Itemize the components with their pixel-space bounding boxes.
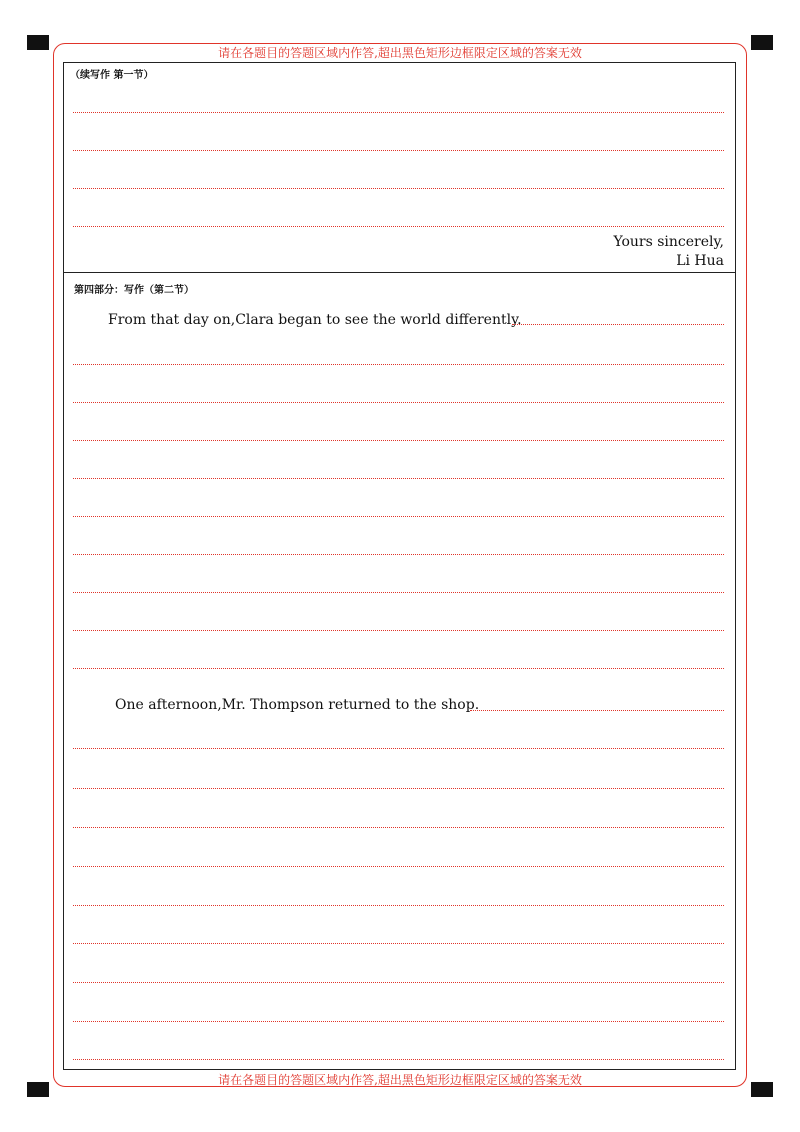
writing-line: [73, 982, 724, 983]
writing-line: [73, 630, 724, 631]
writing-line: [512, 324, 724, 325]
closing-text: Yours sincerely,: [613, 234, 724, 250]
writing-line: [73, 112, 724, 113]
writing-line: [73, 188, 724, 189]
writing-line: [73, 554, 724, 555]
writing-line: [73, 516, 724, 517]
writing-line: [73, 668, 724, 669]
paragraph1-starter: From that day on,Clara began to see the world differently.: [108, 312, 522, 328]
writing-line: [73, 478, 724, 479]
writing-line: [73, 788, 724, 789]
writing-line: [73, 905, 724, 906]
section2-label: 第四部分：写作（第二节）: [74, 285, 194, 296]
section-divider: [63, 272, 736, 273]
top-notice: 请在各题目的答题区域内作答,超出黑色矩形边框限定区域的答案无效: [218, 46, 582, 60]
writing-line: [73, 150, 724, 151]
section1-label: （续写作 第一节）: [70, 70, 154, 81]
writing-line: [73, 943, 724, 944]
bottom-notice: 请在各题目的答题区域内作答,超出黑色矩形边框限定区域的答案无效: [218, 1073, 582, 1087]
writing-line: [73, 748, 724, 749]
paragraph2-starter: One afternoon,Mr. Thompson returned to the shop.: [115, 697, 480, 713]
signature-text: Li Hua: [676, 253, 724, 269]
writing-line: [73, 226, 724, 227]
writing-line: [73, 592, 724, 593]
writing-line: [73, 866, 724, 867]
writing-line: [73, 364, 724, 365]
writing-line: [73, 1021, 724, 1022]
writing-line: [73, 402, 724, 403]
writing-line: [470, 710, 724, 711]
writing-line: [73, 1059, 724, 1060]
writing-line: [73, 440, 724, 441]
writing-line: [73, 827, 724, 828]
answer-box: [63, 62, 736, 1070]
